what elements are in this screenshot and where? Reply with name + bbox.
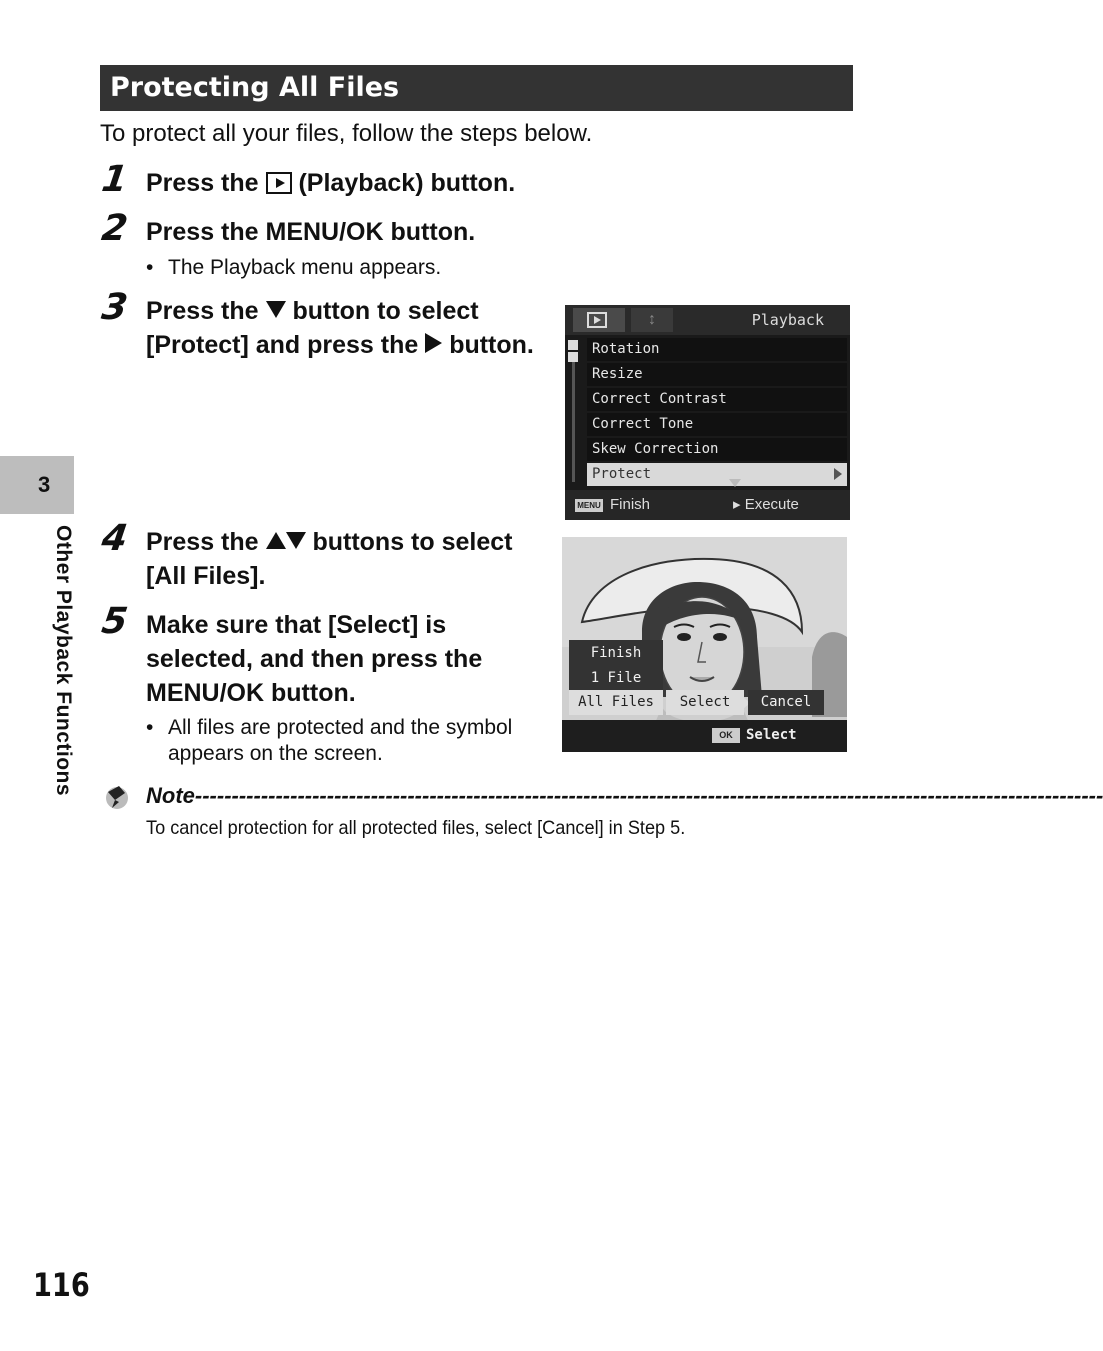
step-4-text: Press the buttons to select [All Files]. bbox=[146, 528, 513, 590]
protect-dialog-screenshot bbox=[562, 537, 847, 752]
playback-tab bbox=[573, 308, 625, 332]
ok-key-icon: OK bbox=[712, 728, 740, 743]
option-select: Select bbox=[666, 690, 744, 715]
step-2-bullet: • The Playback menu appears. bbox=[146, 256, 442, 279]
up-arrow-icon bbox=[266, 532, 286, 549]
option-cancel: Cancel bbox=[748, 690, 824, 715]
note-icon bbox=[103, 783, 131, 811]
footer-select: Select bbox=[746, 727, 797, 743]
chapter-label: Other Playback Functions bbox=[52, 525, 75, 797]
step-3-text: Press the button to select [Protect] and press the button. bbox=[146, 297, 534, 359]
down-arrow-icon bbox=[286, 532, 306, 549]
note-heading: Note---------------------------------------------------------------------------------------------------------------------------- bbox=[146, 783, 1103, 808]
submenu-arrow-icon bbox=[834, 468, 842, 480]
step-4-number: 4 bbox=[99, 518, 131, 559]
menu-item-skew-correction: Skew Correction bbox=[587, 438, 847, 461]
step-5-text: Make sure that [Select] is selected, and then press the MENU/OK button. bbox=[146, 611, 483, 707]
note-text: To cancel protection for all protected files, select [Cancel] in Step 5. bbox=[146, 817, 686, 839]
menu-item-correct-contrast: Correct Contrast bbox=[587, 388, 847, 411]
step-2-text: Press the MENU/OK button. bbox=[146, 218, 476, 246]
playback-menu-screenshot bbox=[565, 305, 850, 520]
menu-item-rotation: Rotation bbox=[587, 338, 847, 361]
scroll-down-icon bbox=[729, 479, 741, 487]
note-rule: ---------------------------------------------------------------------------------------------------------------------------- bbox=[194, 783, 1103, 808]
footer-finish: Finish bbox=[610, 496, 651, 513]
chapter-tab: 3 bbox=[0, 456, 74, 514]
footer-execute: ▸ Execute bbox=[733, 496, 799, 513]
option-all-files: All Files bbox=[569, 690, 663, 715]
step-5-number: 5 bbox=[99, 601, 131, 642]
intro-text: To protect all your files, follow the steps below. bbox=[100, 120, 593, 147]
step-1-number: 1 bbox=[99, 159, 131, 200]
menu-footer bbox=[565, 490, 850, 520]
right-arrow-icon bbox=[425, 333, 442, 353]
menu-item-protect: Protect bbox=[587, 463, 847, 486]
page-number: 116 bbox=[33, 1266, 90, 1304]
menu-title: Playback bbox=[751, 311, 824, 329]
step-2-number: 2 bbox=[99, 208, 131, 249]
setup-tab-icon: ↕ bbox=[631, 308, 673, 332]
option-finish: Finish bbox=[569, 640, 663, 666]
menu-key-icon: MENU bbox=[575, 499, 603, 512]
step-5-bullet: • All files are protected and the symbol appears on the screen. bbox=[146, 716, 513, 765]
menu-item-resize: Resize bbox=[587, 363, 847, 386]
section-title: Protecting All Files bbox=[100, 65, 853, 111]
playback-icon bbox=[587, 312, 607, 328]
dialog-footer bbox=[562, 720, 847, 752]
playback-icon bbox=[266, 172, 292, 194]
option-1-file: 1 File bbox=[569, 666, 663, 690]
menu-scrollbar bbox=[568, 338, 580, 488]
step-1-text: Press the (Playback) button. bbox=[146, 169, 516, 197]
menu-item-correct-tone: Correct Tone bbox=[587, 413, 847, 436]
down-arrow-icon bbox=[266, 301, 286, 318]
menu-tab-bar bbox=[565, 305, 850, 335]
step-3-number: 3 bbox=[99, 287, 131, 328]
